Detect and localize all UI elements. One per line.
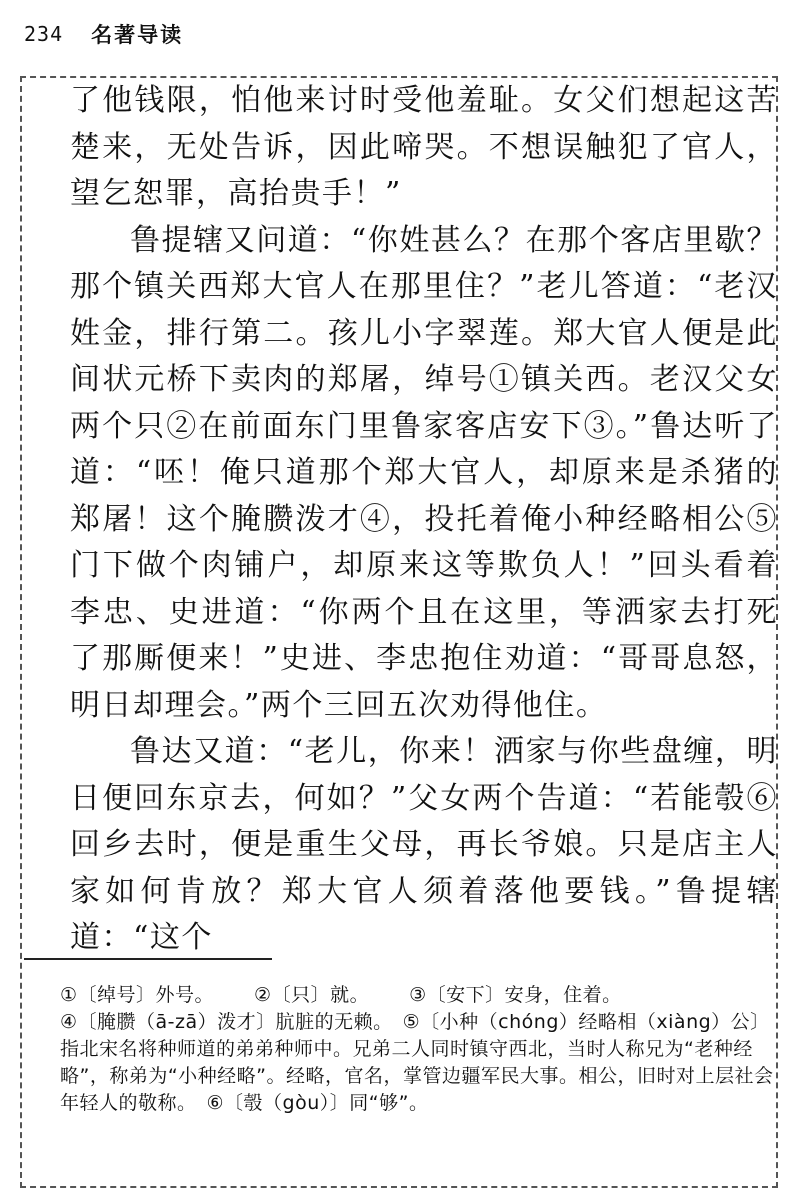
footnote-2: ②〔只〕就。	[254, 984, 370, 1006]
footnote-1: ①〔绰号〕外号。	[60, 984, 215, 1006]
footnote-divider	[24, 958, 272, 960]
paragraph-2: 鲁提辖又问道：“你姓甚么？在那个客店里歇？那个镇关西郑大官人在那里住？”老儿答道：“老汉姓金，排行第二。孩儿小字翠莲。郑大官人便是此间状元桥下卖肉的郑屠，绰号①镇关西。老汉父女两个只②在前面东门里鲁家客店安下③。”鲁达听了道：“呸！俺只道那个郑大官人，却原来是杀猪的郑屠！这个腌臜泼才④，投托着俺小种经略相公⑤门下做个肉铺户，却原来这等欺负人！”回头看着李忠、史进道：“你两个且在这里，等洒家去打死了那厮便来！”史进、李忠抱住劝道：“哥哥息怒，明日却理会。”两个三回五次劝得他住。	[70, 222, 778, 723]
footnote-3: ③〔安下〕安身，住着。	[409, 984, 622, 1006]
main-text	[70, 78, 778, 962]
footnotes	[60, 982, 776, 1117]
paragraph-1: 了他钱限，怕他来讨时受他羞耻。女父们想起这苦楚来，无处告诉，因此啼哭。不想误触犯了官人，望乞恕罪，高抬贵手！”	[70, 83, 778, 211]
page-number: 234	[24, 22, 64, 46]
footnote-block: ④〔腌臜（ā-zā）泼才〕肮脏的无赖。 ⑤〔小种（chóng）经略相（xiàng）公〕指北宋名将种师道的弟弟种师中。兄弟二人同时镇守西北，当时人称兄为“老种经略”，称弟为“小种经略”。经略，官名，掌管边疆军民大事。相公，旧时对上层社会年轻人的敬称。 ⑥〔彀（gòu）〕同“够”。	[60, 1011, 774, 1114]
footnote-row	[60, 982, 776, 1009]
book-title: 名著导读	[91, 23, 184, 47]
paragraph-3: 鲁达又道：“老儿，你来！洒家与你些盘缠，明日便回东京去，何如？”父女两个告道：“若能彀⑥回乡去时，便是重生父母，再长爷娘。只是店主人家如何肯放？郑大官人须着落他要钱。”鲁提辖道：“这个	[70, 734, 778, 955]
page-header	[24, 18, 183, 50]
